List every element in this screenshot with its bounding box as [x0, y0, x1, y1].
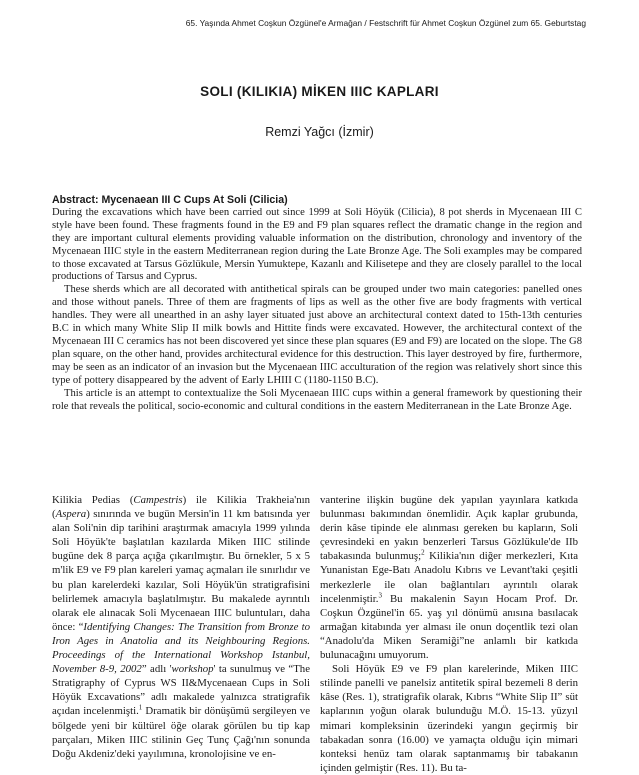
text-run: ) sınırında ve bugün Mersin'in 11 km batısında yer alan Soli'nin dip tarihini araştırmak amacıyla 1999 yılında Soli Höyük'te başlatılan kazılarda Miken IIIC stilinde bugüne dek 8 parça açığa çıkarılmıştır. Bu örnekler, 5 x 5 m'lik E9 ve F9 plan kareleri yamaç açmaları ile sınırlıdır ve bu plan karelerdeki kazılar, Soli Höyük'ün stratigrafisini belirlemek amacıyla başlatılmıştır. Bu makalede ayrıntılı olarak ele alınacak Soli Mycenaean IIIC buluntuları, daha önce: “ — [52, 508, 310, 633]
text-run: ) ile Kilikia Trakheia'nın ( — [52, 494, 310, 521]
text-run: Dramatik bir dönüşümü sergileyen ve bölgede yeni bir kültürel öğe olarak görülen bu tip kap parçaları, Miken IIIC stilinin Geç Tunç Çağı'nın sonunda Doğu Akdeniz'deki yayılımına, kronolojisine ve en- — [52, 705, 310, 760]
abstract-paragraph-2: These sherds which are all decorated with antithetical spirals can be grouped under two main categories: panelled ones and those without panels. Three of them are fragments of lips as well as the other five are body fragments with vertical handles. They were all unearthed in an ashy layer situated just above an architectural context dated to 15th-13th centuries B.C in which many White Slip II milk bowls and Hittite finds were excavated. However, the architectural context of the Mycenaean III C ceramics has not been discovered yet since these plan squares (E9 and F9) are located on the slope. The G8 plan square, on the other hand, provides architectural evidence for this destruction. This layer destroyed by fire, furthermore, may be seen as an indicator of an invasion but the Mycenaean IIIC acculturation of the region was relatively short since this type of pottery disappeared by the advent of Early LHIII C (1180-1150 B.C). — [52, 284, 582, 386]
body-paragraph — [320, 493, 578, 662]
italic-run: Campestris — [133, 494, 183, 506]
body-column-right — [320, 493, 578, 775]
abstract-block — [52, 194, 582, 413]
article-author: Remzi Yağcı (İzmir) — [265, 125, 374, 139]
text-run: Kilikia Pedias ( — [52, 494, 134, 506]
abstract-paragraph-1: During the excavations which have been carried out since 1999 at Soli Höyük (Cilicia), 8 pot sherds in Mycenaean III C style have been found. These fragments found in the E9 and F9 plan squares reflect the dramatic change in the region and they are important cultural elements providing valuable information on the distribution, chronology and inventory of the Mycenaean IIIC style in the eastern Mediterranean region during the Late Bronze Age. The Soli examples may be compared to those excavated at Tarsus Gözlükule, Mersin Yumuktepe, Kazanlı and Kilisetepe and they are closely parallel to the local productions of Tarsus and Cyprus. — [52, 206, 582, 283]
article-title: SOLI (KILIKIA) MİKEN IIIC KAPLARI — [200, 84, 439, 99]
body-paragraph — [52, 493, 310, 761]
body-paragraph: Soli Höyük E9 ve F9 plan karelerinde, Miken IIIC stilinde panelli ve panelsiz antitetik spiral bezemeli 8 derin kâse (Res. 1), stratigrafik olarak, Kıbrıs “White Slip II” süt kaplarının yoğun olarak bulunduğu M.Ö. 15-13. yüzyıl mimari kompleksinin üzerindeki yangın geçirmiş bir tabakadan sonra (16.00) ve yamaçta olduğu için mimari konteksi henüz tam olarak saptanmamış bir tabakanın içinden gelmiştir (Res. 11). Bu ta- — [320, 663, 578, 774]
text-run: Kilikia'nın diğer merkezleri, Kıta Yunanistan Ege-Batı Anadolu Kıbrıs ve Levant'taki çeşitli merkezlerle ile olan bağlantıları ayrıntılı olarak incelenmiştir. — [320, 550, 578, 605]
text-run: vanterine ilişkin bugüne dek yapılan yayınlara katkıda bulunması bakımından önemlidir. Açık kaplar grubunda, derin kâse tipinde ele alınması gereken bu kapların, Soli çevresindeki en yakın benzerleri Tarsus Gözlükule'de IIb tabakasında bulunmuş; — [320, 494, 578, 563]
italic-run: Identifying Changes: The Transition from Bronze to Iron Ages in Anatolia and its Neighbouring Regions. Proceedings of the International Workshop Istanbul, November 8-9, 2002 — [52, 620, 310, 676]
abstract-heading: Abstract: Mycenaean III C Cups At Soli (Cilicia) — [52, 194, 288, 206]
footnote-marker[interactable]: 3 — [378, 591, 382, 600]
text-run: ” adlı ' — [141, 663, 172, 676]
running-header: 65. Yaşında Ahmet Coşkun Özgünel'e Armağan / Festschrift für Ahmet Coşkun Özgünel zum 65. Geburtstag — [185, 18, 586, 28]
footnote-marker[interactable]: 2 — [421, 548, 425, 557]
footnote-marker[interactable]: 1 — [138, 703, 143, 712]
italic-run: Aspera — [55, 508, 87, 521]
italic-run: workshop — [171, 663, 214, 676]
abstract-paragraph-3: This article is an attempt to contextualize the Soli Mycenaean IIIC cups within a general framework by questioning their role that reveals the political, socio-economic and cultural conditions in the eastern Mediterranean in the Late Bronze Age. — [52, 387, 582, 412]
text-run: Bu makalenin Sayın Hocam Prof. Dr. Coşkun Özgünel'in 65. yaş yıl dönümü anısına basılacak armağan kitabında yer alması ile onun doçentlik tezi olan “Anadolu'da Miken Seramiği”ne anlamlı bir katkıda bulunacağını umuyorum. — [320, 592, 578, 662]
text-run: ' ta sunulmuş ve “The Stratigraphy of Cyprus WS II&Mycenaean Cups in Soli Höyük Excavations” adlı makalede yalnızca stratigrafik açıdan incelenmişti. — [52, 663, 310, 718]
body-column-left — [52, 493, 310, 761]
